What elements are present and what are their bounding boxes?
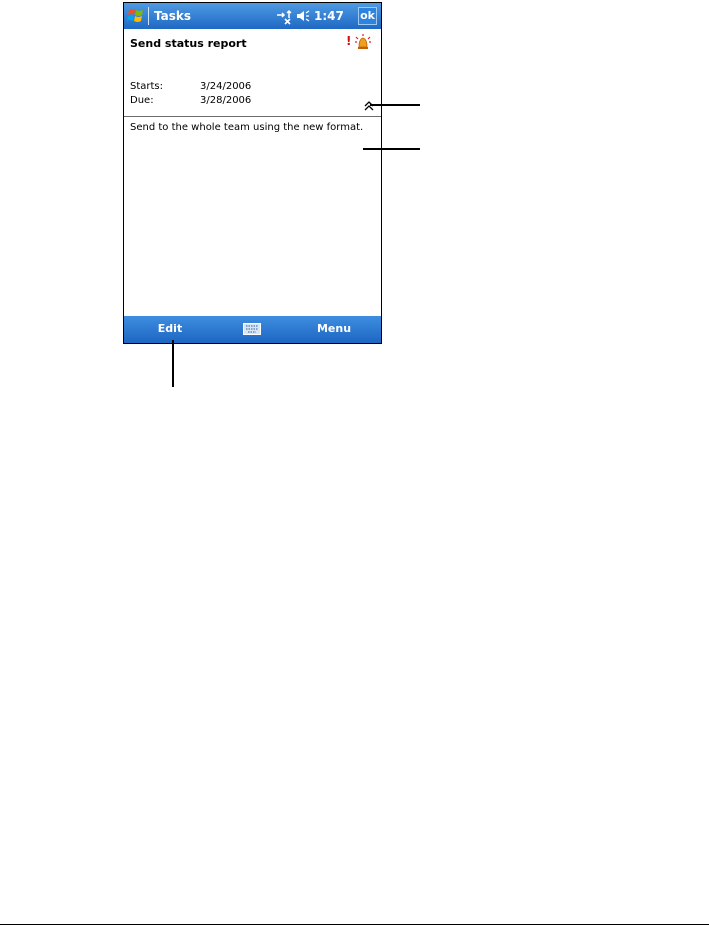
high-priority-icon: ! xyxy=(346,34,352,48)
due-label: Due: xyxy=(130,95,154,106)
header-divider xyxy=(124,116,381,117)
clock[interactable]: 1:47 xyxy=(314,9,344,23)
app-title: Tasks xyxy=(154,9,192,23)
edit-softkey[interactable]: Edit xyxy=(157,322,183,335)
task-subject: Send status report xyxy=(130,37,247,50)
starts-label: Starts: xyxy=(130,81,164,92)
due-value: 3/28/2006 xyxy=(200,95,252,106)
pocketpc-screen xyxy=(123,2,382,344)
keyboard-icon[interactable] xyxy=(243,323,261,335)
task-summary-header[interactable] xyxy=(124,29,381,117)
connectivity-icon[interactable] xyxy=(276,9,292,25)
speaker-muted-icon[interactable] xyxy=(296,9,310,23)
callout-line-edit xyxy=(172,340,174,387)
page-bottom-rule xyxy=(0,924,709,925)
windows-flag-icon[interactable] xyxy=(127,7,145,25)
ok-button[interactable]: ok xyxy=(358,7,377,25)
title-separator xyxy=(148,7,149,25)
menu-softkey[interactable]: Menu xyxy=(316,322,352,335)
task-notes[interactable]: Send to the whole team using the new format. xyxy=(130,122,364,133)
callout-line-summary xyxy=(370,104,420,106)
menu-bar xyxy=(124,316,381,343)
reminder-bell-icon xyxy=(354,33,372,51)
starts-value: 3/24/2006 xyxy=(200,81,252,92)
title-bar xyxy=(124,3,381,29)
callout-line-notes xyxy=(363,148,420,150)
collapse-chevron-icon[interactable] xyxy=(364,101,374,111)
